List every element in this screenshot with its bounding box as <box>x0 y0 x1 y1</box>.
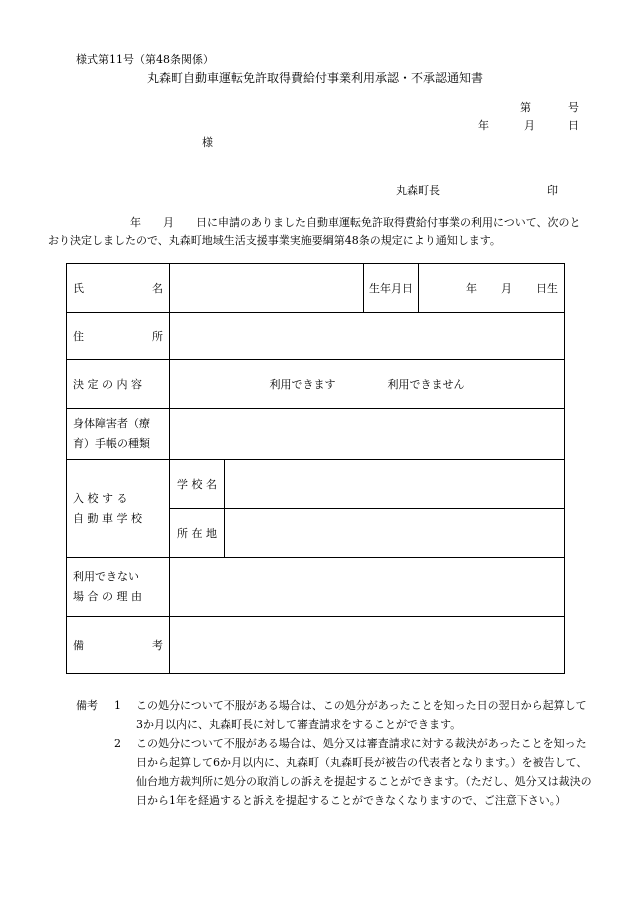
table-row <box>67 313 565 360</box>
school-name-label: 学 校 名 <box>170 460 225 509</box>
notes-heading: 備考 <box>76 699 98 712</box>
note-text: この処分について不服がある場合は、この処分があったことを知った日の翌日から起算して 3か月以内に、丸森町長に対して審査請求をすることができます。 <box>136 699 587 731</box>
decision-rejected: 利用できません <box>387 378 465 391</box>
decision-label: 決 定 の 内 容 <box>67 360 170 409</box>
remarks-label: 備 考 <box>67 617 170 674</box>
doc-number-dai: 第 <box>520 101 531 114</box>
date-month: 月 <box>524 119 535 132</box>
note-spacer <box>76 734 114 810</box>
note-item <box>76 734 596 810</box>
table-row <box>67 409 565 460</box>
table-row <box>67 617 565 674</box>
driving-school-label: 入 校 す る 自 動 車 学 校 <box>67 460 170 558</box>
date-day: 日 <box>568 119 579 132</box>
notice-table <box>66 263 565 674</box>
address-label: 住 所 <box>67 313 170 360</box>
note-text: この処分について不服がある場合は、処分又は審査請求に対する裁決があったことを知った 日から起算して6か月以内に、丸森町（丸森町長が被告の代表者となります。）を被告して、 仙台地方裁判所に処分の取消しの訴えを提起することができます。（ただし、処分又は裁決の 日から1年を経過すると訴えを提起することができなくなりますので、ご注意下さい。） <box>136 737 592 807</box>
school-address-value <box>225 509 565 558</box>
note-number: 2 <box>114 737 121 750</box>
decision-approved: 利用できます <box>269 378 336 391</box>
handbook-type-label: 身体障害者（療 育）手帳の種類 <box>67 409 170 460</box>
decision-value <box>170 360 565 409</box>
table-row <box>67 558 565 617</box>
seal-mark: 印 <box>547 184 558 197</box>
recipient-suffix: 様 <box>202 136 213 149</box>
name-label: 氏 名 <box>67 264 170 313</box>
body-line-1: 年 月 日に申請のありました自動車運転免許取得費給付事業の利用について、次のと <box>130 216 581 229</box>
body-text <box>48 214 588 250</box>
birthdate-label: 生年月日 <box>364 264 419 313</box>
date-year: 年 <box>478 119 489 132</box>
table-row <box>67 460 565 509</box>
table-row <box>67 360 565 409</box>
school-name-value <box>225 460 565 509</box>
note-number: 1 <box>114 699 121 712</box>
body-line-2: おり決定しましたので、丸森町地域生活支援事業実施要綱第48条の規定により通知します。 <box>48 234 501 247</box>
rejection-reason-label: 利用できない 場 合 の 理 由 <box>67 558 170 617</box>
table-row <box>67 264 565 313</box>
form-id: 様式第11号（第48条関係） <box>76 53 214 66</box>
birthdate-value: 年 月 日生 <box>419 264 565 313</box>
remarks-value <box>170 617 565 674</box>
issuer: 丸森町長 <box>396 184 440 197</box>
rejection-reason-value <box>170 558 565 617</box>
school-address-label: 所 在 地 <box>170 509 225 558</box>
doc-number-go: 号 <box>568 101 579 114</box>
handbook-type-value <box>170 409 565 460</box>
notes-section <box>76 696 596 810</box>
address-value <box>170 313 565 360</box>
name-value <box>170 264 364 313</box>
note-item <box>76 696 596 734</box>
document-title: 丸森町自動車運転免許取得費給付事業利用承認・不承認通知書 <box>146 71 483 85</box>
